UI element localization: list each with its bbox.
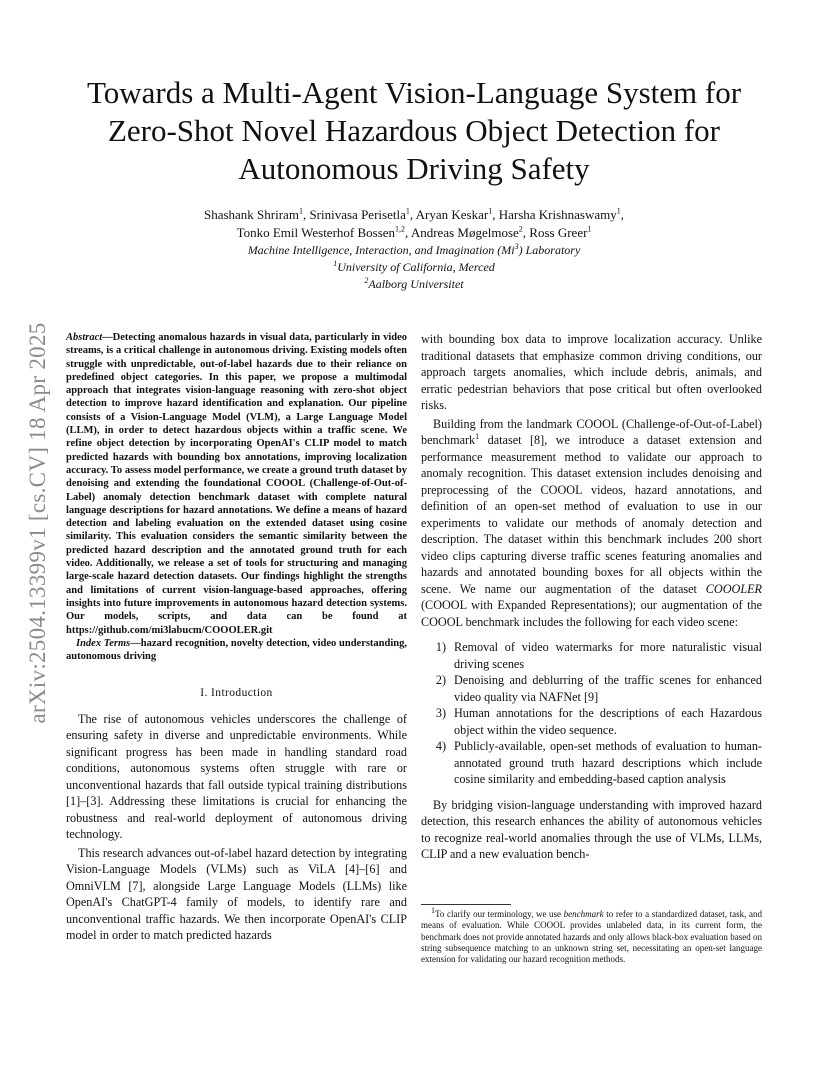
footnote bbox=[421, 904, 762, 965]
author-block bbox=[80, 206, 748, 293]
list-item bbox=[421, 672, 762, 705]
lab-superscript: 3 bbox=[514, 242, 519, 251]
author-affiliation-mark: 1 bbox=[405, 206, 410, 216]
paper-title: Towards a Multi-Agent Vision-Language System for Zero-Shot Novel Hazardous Object Detection for Autonomous Driving Safety bbox=[86, 75, 742, 186]
index-terms bbox=[66, 637, 407, 664]
author-affiliation-mark: 1 bbox=[616, 206, 621, 216]
paragraph-text: (COOOL with Expanded Representations); our augmentation of the COOOL benchmark includes the following for each video scene: bbox=[421, 598, 762, 629]
dataset-name: COOOLER bbox=[705, 581, 762, 596]
author-affiliation-mark: 1 bbox=[298, 206, 303, 216]
author-affiliation-mark: 1 bbox=[587, 224, 592, 234]
section-heading-introduction: I. Introduction bbox=[200, 687, 273, 700]
affiliation-name: Aalborg Universitet bbox=[368, 277, 464, 291]
list-number: 3) bbox=[435, 706, 446, 720]
list-item bbox=[421, 705, 762, 738]
list-number: 1) bbox=[435, 640, 446, 654]
right-paragraph-1: with bounding box data to improve localization accuracy. Unlike traditional datasets that emphasize common driving conditions, our approach targets anomalies, which include debris, animals, and erratic pedestrian behaviors that pose critical but often overlooked risks. bbox=[421, 332, 762, 412]
list-text: Publicly-available, open-set methods of evaluation to human-annotated ground truth hazard descriptions which include cosine similarity and embedding-based caption analysis bbox=[454, 739, 762, 786]
author-name: Ross Greer bbox=[529, 225, 588, 240]
left-column bbox=[66, 331, 407, 944]
list-item bbox=[421, 738, 762, 788]
affiliation-mark: 2 bbox=[364, 276, 369, 285]
list-text: Human annotations for the descriptions of each Hazardous object within the video sequence. bbox=[454, 706, 762, 737]
arxiv-watermark bbox=[8, 283, 68, 763]
author-name: Tonko Emil Westerhof Bossen bbox=[236, 225, 396, 240]
list-text: Denoising and deblurring of the traffic scenes for enhanced video quality via NAFNet [9] bbox=[454, 673, 762, 704]
index-terms-text: —hazard recognition, novelty detection, video understanding, autonomous driving bbox=[66, 637, 407, 663]
lab-name-suffix: ) Laboratory bbox=[518, 243, 581, 257]
footnote-mark: 1 bbox=[431, 906, 435, 915]
intro-paragraph-2: This research advances out-of-label hazard detection by integrating Vision-Language Models (VLMs) such as ViLA [4]–[6] and OmniVLM [7], alongside Large Language Models (LLMs) like OpenAI's ChatGPT-4 family of models, to identify rare and unconventional traffic hazards. We then incorporate OpenAI's CLIP model in order to match predicted hazards bbox=[66, 845, 407, 943]
lab-affiliation bbox=[80, 242, 748, 259]
paragraph-text: dataset [8], we introduce a dataset extension and performance measurement method to validate our approach to anomaly recognition. This dataset extension includes denoising and preprocessing of the COOOL videos, hazard annotations, and definition of an open-set method of evaluation to use in our experiments to validate our methods of anomaly detection and description. The dataset within this benchmark includes 200 short video clips capturing diverse traffic scenes featuring anomalies and hazards and annotated bounding boxes for all objects within the scene. We name our augmentation of the dataset bbox=[421, 433, 762, 596]
author-name: Srinivasa Perisetla bbox=[309, 207, 406, 222]
right-paragraph-3: By bridging vision-language understanding with improved hazard detection, this research enhances the ability of autonomous vehicles to recognize real-world anomalies through the use of VLMs, LLMs, CLIP and a new evaluation bench- bbox=[421, 797, 762, 861]
list-item bbox=[421, 639, 762, 672]
index-terms-label: Index Terms bbox=[76, 637, 131, 649]
author-list: Shashank Shriram$^1$, Srinivasa Perisetla$^1$, Aryan Keskar$^1$, Harsha Krishnaswamy$^1$, Tonko Emil Westerhof Bossen$^{1,2}$, Andreas Møgelmose$^2$, Ross Greer$^1$ bbox=[203, 206, 625, 240]
footnote-text-part: To clarify our terminology, we use bbox=[435, 909, 564, 919]
affiliation-1 bbox=[80, 259, 748, 276]
author-affiliation-mark: 1,2 bbox=[395, 224, 406, 234]
author-name: Shashank Shriram bbox=[203, 207, 299, 222]
affiliation-mark: 1 bbox=[333, 259, 338, 268]
footnote-text-part: to refer to a standardized dataset, task, and means of evaluation. While COOOL provides unlabeled data, in its current form, the benchmark does not provide annotated hazards and only allows black-box evaluation based on string subsequence matching to an unknown string set, necessitating an open-set language extension for validating our hazard recognition methods. bbox=[421, 909, 762, 965]
author-name: Aryan Keskar bbox=[415, 207, 489, 222]
footnote-reference: 1 bbox=[475, 431, 480, 441]
affiliation-2 bbox=[80, 276, 748, 293]
abstract-text: —Detecting anomalous hazards in visual data, particularly in video streams, is a critical challenge in autonomous driving. Existing models often struggle with unpredictable, out-of-label hazards due to their reliance on predefined object categories. In this paper, we propose a multimodal approach that integrates vision-language reasoning with zero-shot object detection to improve hazard identification and explanation. Our pipeline consists of a Vision-Language Model (VLM), a Large Language Model (LLM), in order to detect hazardous objects within a traffic scene. We refine object detection by incorporating OpenAI's CLIP model to match predicted hazards with bounding box annotations, improving localization accuracy. To assess model performance, we create a ground truth dataset by denoising and extending the foundational COOOL (Challenge-of-Out-of-Label) anomaly detection benchmark dataset with complete natural language descriptions for hazard annotations. We define a means of hazard detection and labeling evaluation on the extended dataset using cosine similarity. This evaluation considers the semantic similarity between the predicted hazard description and the annotated ground truth for each video. Additionally, we release a set of tools for structuring and managing large-scale hazard detection datasets. Our findings highlight the strengths and limitations of current vision-language-based approaches, offering insights into future improvements in autonomous hazard detection systems. Our models, scripts, and data can be found at https://github.com/mi3labucm/COOOLER.git bbox=[66, 332, 407, 636]
author-affiliation-mark: 2 bbox=[518, 224, 523, 234]
list-number: 2) bbox=[435, 673, 446, 687]
author-affiliation-mark: 1 bbox=[488, 206, 493, 216]
affiliation-name: University of California, Merced bbox=[337, 260, 495, 274]
contribution-list bbox=[421, 639, 762, 788]
footnote-emphasis: benchmark bbox=[563, 909, 604, 919]
list-text: Removal of video watermarks for more naturalistic visual driving scenes bbox=[454, 640, 762, 671]
arxiv-identifier: arXiv:2504.13399v1 [cs.CV] 18 Apr 2025 bbox=[25, 322, 50, 724]
abstract-label: Abstract bbox=[66, 332, 103, 343]
intro-paragraph-1: The rise of autonomous vehicles underscores the challenge of ensuring safety in diverse and unpredictable environments. While significant progress has been made in handling standard road conditions, autonomous systems often struggle with rare or unconventional hazards that fall outside typical training distributions [1]–[3]. Addressing these limitations is crucial for enhancing the robustness and real-world deployment of autonomous driving technology. bbox=[66, 711, 407, 842]
right-column bbox=[421, 331, 762, 863]
author-name: Andreas Møgelmose bbox=[410, 225, 519, 240]
abstract bbox=[66, 331, 407, 637]
lab-name: Machine Intelligence, Interaction, and Imagination (Mi bbox=[247, 243, 515, 257]
author-name: Harsha Krishnaswamy bbox=[498, 207, 617, 222]
footnote-text bbox=[421, 906, 762, 965]
paragraph-text: Building from the landmark COOOL (Challenge-of-Out-of-Label) benchmark bbox=[421, 416, 762, 447]
right-paragraph-2 bbox=[421, 416, 762, 631]
list-number: 4) bbox=[435, 739, 446, 753]
